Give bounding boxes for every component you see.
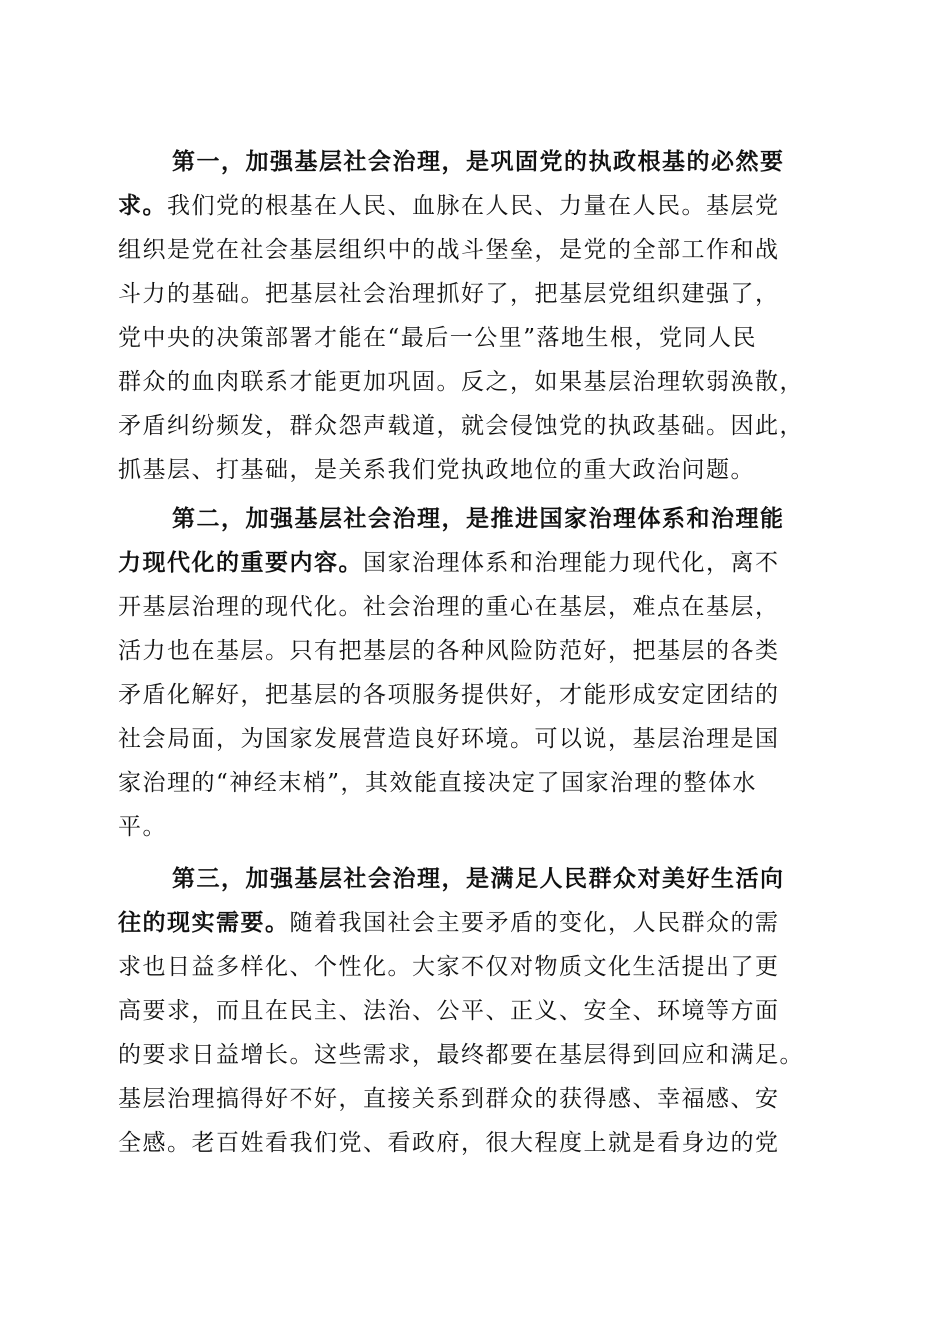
text-line — [118, 184, 838, 228]
body-text: 社会局面，为国家发展营造良好环境。可以说，基层治理是国 — [118, 726, 780, 752]
text-line — [118, 761, 838, 805]
text-line — [118, 989, 838, 1033]
text-line — [118, 497, 838, 541]
body-text: 平。 — [118, 814, 167, 840]
bold-lead-text: 力现代化的重要内容。 — [118, 549, 363, 576]
body-text: 基层治理搞得好不好，直接关系到群众的获得感、幸福感、安 — [118, 1086, 780, 1112]
text-line — [118, 1033, 838, 1077]
text-line — [118, 541, 838, 585]
body-text: 全感。老百姓看我们党、看政府，很大程度上就是看身边的党 — [118, 1130, 780, 1156]
bold-lead-text: 第二，加强基层社会治理，是推进国家治理体系和治理能 — [172, 505, 785, 532]
text-line — [118, 316, 838, 360]
paragraph-2 — [118, 497, 838, 849]
body-text: 组织是党在社会基层组织中的战斗堡垒，是党的全部工作和战 — [118, 237, 780, 263]
text-line — [118, 404, 838, 448]
body-text: 我们党的根基在人民、血脉在人民、力量在人民。基层党 — [167, 193, 780, 219]
text-line — [118, 360, 838, 404]
body-text: 斗力的基础。把基层社会治理抓好了，把基层党组织建强了， — [118, 281, 780, 307]
paragraph-1 — [118, 140, 838, 492]
text-line — [118, 901, 838, 945]
body-text: 高要求，而且在民主、法治、公平、正义、安全、环境等方面 — [118, 998, 780, 1024]
bold-lead-text: 往的现实需要。 — [118, 909, 290, 936]
body-text: 求也日益多样化、个性化。大家不仅对物质文化生活提出了更 — [118, 954, 780, 980]
body-text: 党中央的决策部署才能在“最后一公里”落地生根，党同人民 — [118, 325, 758, 351]
text-line — [118, 585, 838, 629]
body-text: 的要求日益增长。这些需求，最终都要在基层得到回应和满足。 — [118, 1042, 804, 1068]
body-text: 抓基层、打基础，是关系我们党执政地位的重大政治问题。 — [118, 457, 755, 483]
text-line — [118, 857, 838, 901]
text-line — [118, 140, 838, 184]
bold-lead-text: 求。 — [118, 192, 167, 219]
body-text: 群众的血肉联系才能更加巩固。反之，如果基层治理软弱涣散， — [118, 369, 804, 395]
bold-lead-text: 第一，加强基层社会治理，是巩固党的执政根基的必然要 — [172, 148, 785, 175]
text-line — [118, 673, 838, 717]
text-line — [118, 945, 838, 989]
body-text: 矛盾化解好，把基层的各项服务提供好，才能形成安定团结的 — [118, 682, 780, 708]
text-line — [118, 1121, 838, 1165]
text-line — [118, 228, 838, 272]
text-line — [118, 448, 838, 492]
body-text: 矛盾纠纷频发，群众怨声载道，就会侵蚀党的执政基础。因此， — [118, 413, 804, 439]
bold-lead-text: 第三，加强基层社会治理，是满足人民群众对美好生活向 — [172, 865, 785, 892]
paragraph-3 — [118, 857, 838, 1165]
text-line — [118, 1077, 838, 1121]
body-text: 随着我国社会主要矛盾的变化，人民群众的需 — [289, 910, 780, 936]
body-text: 国家治理体系和治理能力现代化，离不 — [363, 550, 780, 576]
text-line — [118, 272, 838, 316]
text-line — [118, 805, 838, 849]
body-text: 家治理的“神经末梢”，其效能直接决定了国家治理的整体水 — [118, 770, 758, 796]
text-line — [118, 629, 838, 673]
body-text: 开基层治理的现代化。社会治理的重心在基层，难点在基层， — [118, 594, 780, 620]
text-line — [118, 717, 838, 761]
body-text: 活力也在基层。只有把基层的各种风险防范好，把基层的各类 — [118, 638, 780, 664]
